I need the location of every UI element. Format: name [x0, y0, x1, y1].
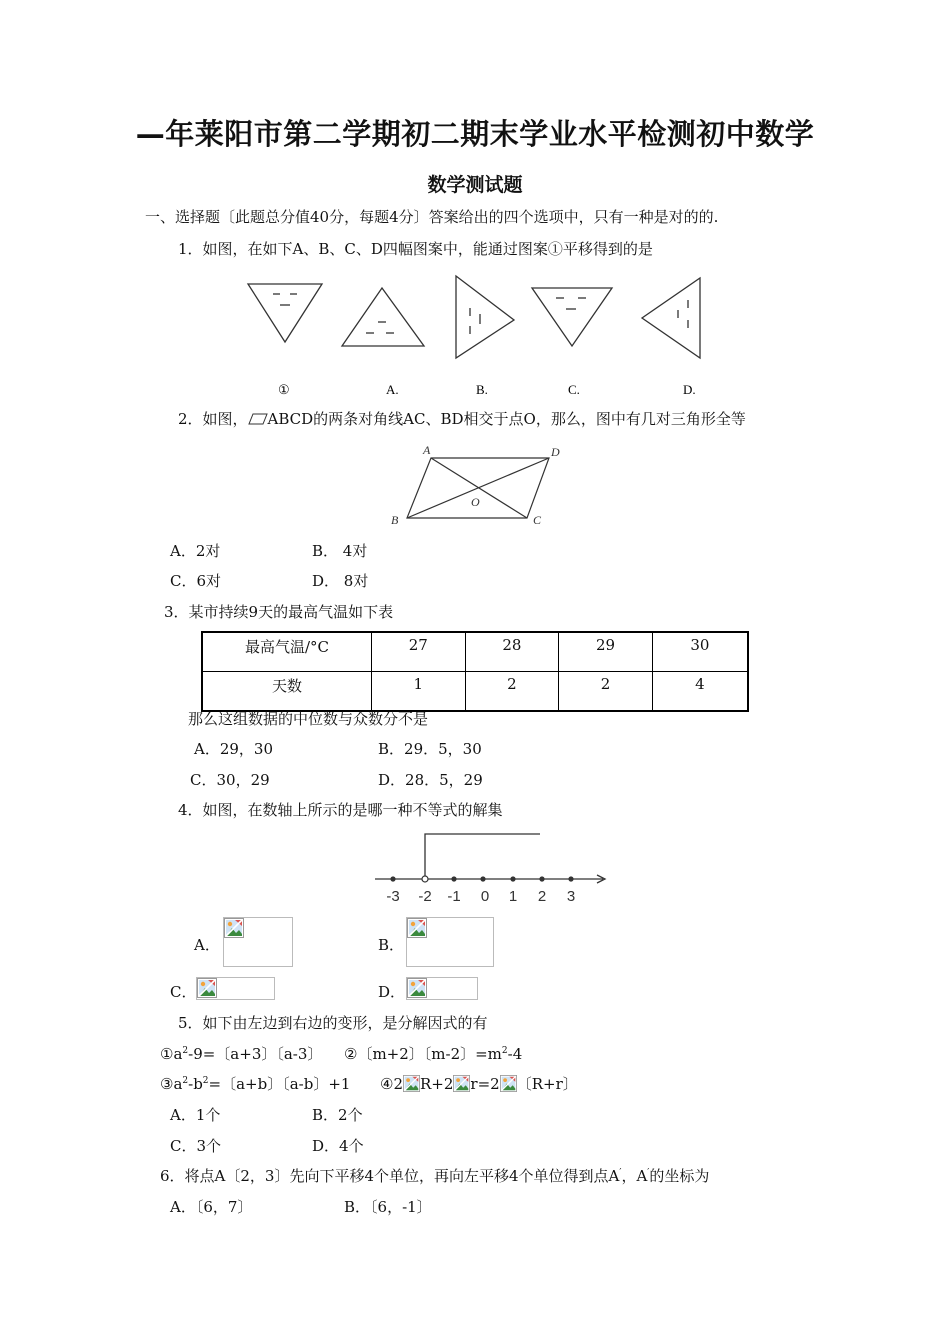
expr-part: r=2 — [470, 1075, 500, 1093]
broken-image-icon — [196, 977, 275, 1000]
exponent: 2 — [182, 1046, 189, 1056]
pattern-d — [642, 278, 700, 358]
q5-option-b: B．2个 — [312, 1106, 363, 1124]
tick-label: 3 — [566, 888, 576, 905]
q5-expression-4 — [380, 1074, 578, 1094]
point-a: A — [423, 443, 431, 457]
q2-line — [178, 409, 746, 429]
expr-part: -b — [188, 1075, 203, 1093]
expr-part: =〔a+b〕〔a-b〕+1 — [208, 1075, 351, 1093]
tick-label: -1 — [447, 888, 461, 905]
expr-part: ②〔m+2〕〔m-2〕=m — [344, 1045, 502, 1063]
q5-expression-2 — [344, 1044, 522, 1064]
section-heading: 一、选择题〔此题总分值40分，每题4分〕答案给出的四个选项中，只有一种是对的的. — [145, 208, 719, 226]
q1-figure — [240, 270, 720, 400]
table-header-cell: 天数 — [202, 672, 372, 712]
table-cell: 27 — [372, 632, 466, 672]
tick-label: -2 — [418, 888, 432, 905]
number-line-figure — [365, 828, 615, 908]
broken-image-icon — [406, 917, 494, 967]
q2-option-c: C．6对 — [170, 572, 222, 590]
table-cell: 2 — [465, 672, 559, 712]
q5-expression-1 — [160, 1044, 322, 1064]
exponent: 2 — [202, 1076, 209, 1086]
label-c: C. — [568, 382, 580, 397]
q3-option-d: D．28．5，29 — [378, 771, 483, 789]
q4-option-b: B． — [378, 936, 405, 954]
broken-image-icon — [407, 978, 427, 998]
broken-image-icon — [403, 1075, 420, 1092]
table-cell: 30 — [652, 632, 748, 672]
q2-prefix: 2．如图， — [178, 410, 248, 428]
table-cell: 2 — [559, 672, 653, 712]
q5-option-a: A．1个 — [170, 1106, 221, 1124]
q3-text: 3．某市持续9天的最高气温如下表 — [164, 603, 394, 621]
expr-part: R+2 — [420, 1075, 454, 1093]
point-b: B — [391, 513, 399, 527]
expr-part: ③a — [160, 1075, 183, 1093]
q4-text: 4．如图，在数轴上所示的是哪一种不等式的解集 — [178, 801, 503, 819]
document-title: —年莱阳市第二学期初二期末学业水平检测初中数学 — [135, 117, 815, 151]
q5-option-c: C．3个 — [170, 1137, 222, 1155]
broken-image-icon — [224, 918, 244, 938]
exponent: 2 — [182, 1076, 189, 1086]
table-cell: 29 — [559, 632, 653, 672]
exponent: 2 — [501, 1046, 508, 1056]
tick-label: 0 — [480, 888, 490, 905]
expr-part: -9=〔a+3〕〔a-3〕 — [188, 1045, 323, 1063]
tick-label: 2 — [537, 888, 547, 905]
q2-parallelogram-figure — [385, 440, 575, 532]
q6-part: ，A — [621, 1167, 648, 1185]
broken-image-icon — [197, 978, 217, 998]
table-cell: 4 — [652, 672, 748, 712]
table-row — [202, 632, 748, 672]
q3-option-a: A．29，30 — [194, 740, 274, 758]
expr-part: 〔R+r〕 — [516, 1075, 578, 1093]
label-d: D. — [683, 382, 696, 397]
q5-option-d: D．4个 — [312, 1137, 364, 1155]
parallelogram-icon — [248, 413, 268, 425]
q5-text: 5．如下由左边到右边的变形，是分解因式的有 — [178, 1014, 488, 1032]
q4-option-d: D． — [378, 983, 406, 1001]
table-row — [202, 672, 748, 712]
q2-text: ABCD的两条对角线AC、BD相交于点O，那么，图中有几对三角形全等 — [267, 410, 746, 428]
table-header-cell: 最高气温/°C — [202, 632, 372, 672]
tick-label: -3 — [386, 888, 400, 905]
broken-image-icon — [407, 918, 427, 938]
point-d: D — [551, 445, 560, 459]
q4-option-a: A． — [194, 936, 220, 954]
pattern-b — [456, 276, 514, 358]
q6-option-b: B．〔6，-1〕 — [344, 1198, 432, 1216]
pattern-a — [342, 288, 424, 346]
q6-option-a: A．〔6，7〕 — [170, 1198, 253, 1216]
tick-label: 1 — [508, 888, 518, 905]
broken-image-icon — [406, 977, 478, 1000]
document-subtitle: 数学测试题 — [427, 174, 523, 196]
point-c: C — [533, 513, 542, 527]
q3-option-c: C．30，29 — [190, 771, 270, 789]
point-o: O — [471, 495, 480, 509]
prime-mark: ′ — [647, 1168, 650, 1178]
q2-option-b: B． 4对 — [312, 542, 368, 560]
q6-part: 的坐标为 — [649, 1167, 710, 1185]
q1-text: 1．如图，在如下A、B、C、D四幅图案中，能通过图案①平移得到的是 — [178, 240, 653, 258]
temperature-table — [201, 631, 749, 712]
pattern-c — [532, 288, 612, 346]
q3-option-b: B．29．5，30 — [378, 740, 482, 758]
label-b: B. — [476, 382, 488, 397]
label-1: ① — [278, 382, 290, 397]
expr-part: ④2 — [380, 1075, 403, 1093]
broken-image-icon — [223, 917, 293, 967]
prime-mark: ′ — [619, 1168, 622, 1178]
q2-option-d: D． 8对 — [312, 572, 369, 590]
table-cell: 1 — [372, 672, 466, 712]
q2-option-a: A．2对 — [170, 542, 221, 560]
table-cell: 28 — [465, 632, 559, 672]
broken-image-icon — [453, 1075, 470, 1092]
broken-image-icon — [500, 1075, 517, 1092]
label-a: A. — [386, 382, 399, 397]
q3-after-text: 那么这组数据的中位数与众数分不是 — [188, 710, 429, 728]
q4-option-c: C． — [170, 983, 197, 1001]
q6-part: 6．将点A〔2，3〕先向下平移4个单位，再向左平移4个单位得到点A — [160, 1167, 620, 1185]
pattern-1 — [248, 284, 322, 342]
expr-part: ①a — [160, 1045, 183, 1063]
q5-expression-3 — [160, 1074, 350, 1094]
q6-text — [160, 1166, 709, 1186]
expr-part: -4 — [507, 1045, 523, 1063]
